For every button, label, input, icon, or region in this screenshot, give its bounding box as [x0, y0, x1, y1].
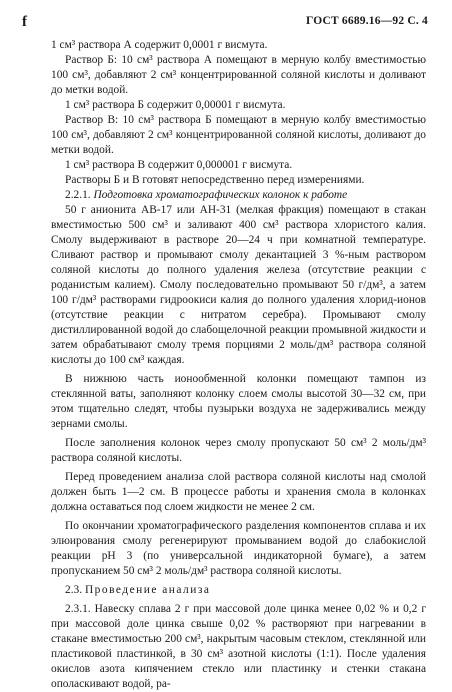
paragraph-resin-prep: 50 г анионита АВ-17 или АН-31 (мелкая фракция) помещают в стакан вместимостью 500 см³ и заливают 400 см³ раствора хлористого калия. Смолу выдерживают в растворе 20—24 ч при комнатной температуре. Сливают раствор и промывают смолу декантацией 3 %-ным раствором соляной кислоты до полного удаления железа (отсутствие реакции с роданистым калием). Смолу последовательно промывают 50 г/дм³, а затем 100 г/дм³ растворами гидроокиси калия до полного удаления хлорид-ионов (отсутствие реакции с нитратом серебра). Промывают смолу дистиллированной водой до слабощелочной реакции промывной жидкости и затем обрабатывают смолу тремя порциями 2 моль/дм³ раствора соляной кислоты до 100 см³ каждая.: [51, 204, 426, 366]
page-header: ГОСТ 6689.16—92 С. 4: [305, 15, 428, 27]
paragraph-prepare-note: Растворы Б и В готовят непосредственно перед измерениями.: [65, 174, 365, 186]
section-heading-2-2-1: [51, 188, 426, 203]
section-heading-2-3: [51, 583, 426, 598]
paragraph-column-fill: В нижнюю часть ионообменной колонки помещают тампон из стеклянной ваты, заполняют колонку слоем смолы высотой 30—32 см, при этом тщательно следят, чтобы пузырьки воздуха не задерживались между зернами смолы.: [51, 373, 426, 430]
paragraph-2-3-1: 2.3.1. Навеску сплава 2 г при массовой доле цинка менее 0,02 % и 0,2 г при массовой доле цинка свыше 0,02 % растворяют при нагревании в стакане вместимостью 200 см³, накрытым часовым стеклом, стеклянной или пластиковой пластинкой, в 30 см³ азотной кислоты (1:1). После удаления окислов азота кипячением стекло или пластинку и стенки стакана ополаскивают водой, ра-: [51, 603, 426, 690]
paragraph-bismuth-b: 1 см³ раствора Б содержит 0,00001 г висмута.: [65, 99, 286, 111]
corner-mark: f: [22, 14, 27, 30]
document-body: [51, 38, 426, 692]
paragraph-before-analysis: Перед проведением анализа слой раствора соляной кислоты над смолой должен быть 1—2 см. В процессе работы и хранения смола в колонках должна оставаться под слоем жидкости не менее 2 см.: [51, 471, 426, 513]
section-number: 2.3.: [65, 584, 83, 596]
paragraph-bismuth-v: 1 см³ раствора В содержит 0,000001 г висмута.: [65, 159, 293, 171]
section-title: Проведение анализа: [84, 584, 211, 596]
section-number: 2.2.1.: [65, 189, 91, 201]
paragraph-solution-v: Раствор В: 10 см³ раствора Б помещают в мерную колбу вместимостью 100 см³, добавляют 2 см³ концентрированной соляной кислоты, доливают до метки водой.: [51, 114, 426, 156]
section-title: Подготовка хроматографических колонок к работе: [93, 189, 348, 201]
paragraph-after-fill: После заполнения колонок через смолу пропускают 50 см³ 2 моль/дм³ раствора соляной кислоты.: [51, 437, 426, 464]
paragraph-solution-b: Раствор Б: 10 см³ раствора А помещают в мерную колбу вместимостью 100 см³, добавляют 2 см³ концентрированной соляной кислоты и доливают до метки водой.: [51, 54, 426, 96]
paragraph-bismuth-a: 1 см³ раствора А содержит 0,0001 г висмута.: [51, 39, 268, 51]
paragraph-regeneration: По окончании хроматографического разделения компонентов сплава и их элюирования смолу регенерируют промыванием водой до слабокислой реакции рН 3 (по универсальной индикаторной бумаге), а затем пропусканием 50 см³ 2 моль/дм³ раствора соляной кислоты.: [51, 520, 426, 577]
